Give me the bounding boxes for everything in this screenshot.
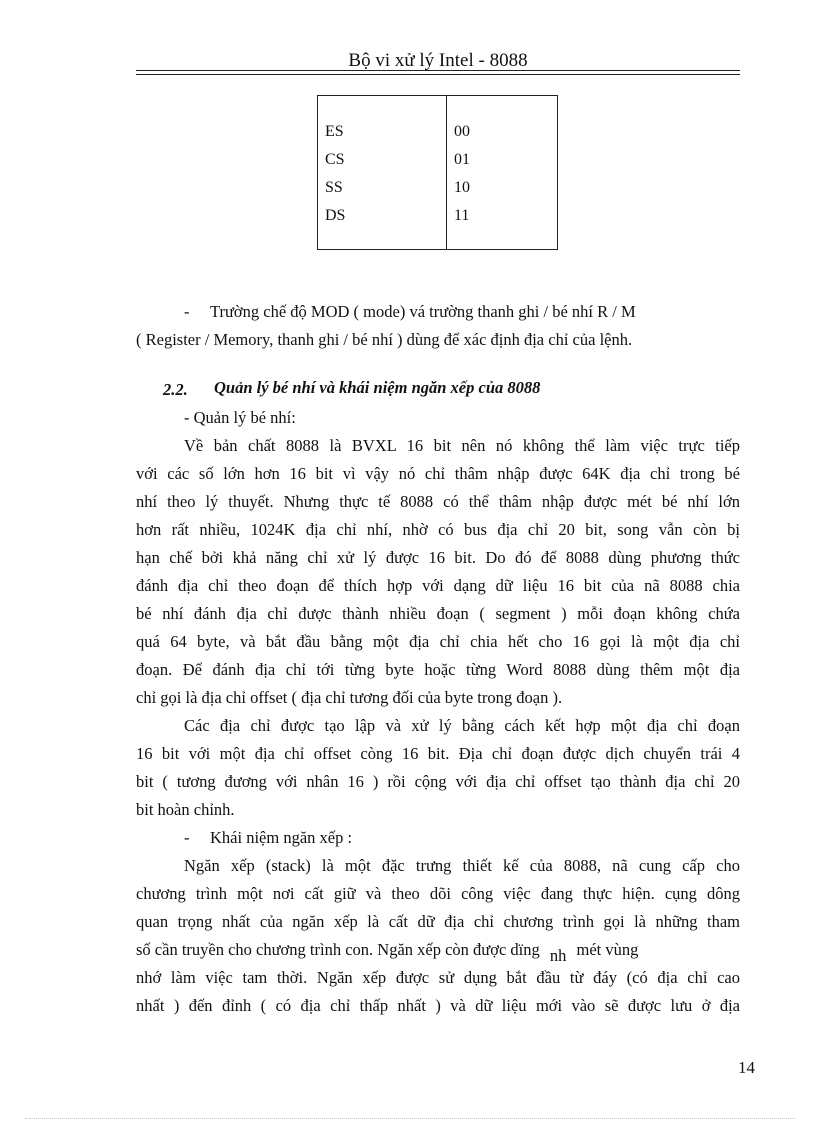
paragraph-line-with-subscript [136,936,740,964]
paragraph-line: Các địa chỉ được tạo lập và xử lý bằng cách kết hợp một địa chỉ đoạn [184,716,740,735]
paragraph-line: 16 bit với một địa chỉ offset còng 16 bit. Địa chỉ đoạn được dịch chuyển trái 4 [136,744,740,763]
register-code: 01 [454,151,470,168]
bullet-marker: - [184,828,190,847]
paragraph-line: hạn chế bởi khả năng chỉ xử lý được 16 bit. Do đó để 8088 dùng phương thức [136,548,740,567]
mod-line-1: Trường chế độ MOD ( mode) vá trường thanh ghi / bé nhí R / M [210,302,636,321]
paragraph-line: với các số lớn hơn 16 bit vì vậy nó chỉ thâm nhập được 64K địa chỉ trong bé [136,464,740,483]
line-part: số cần truyền cho chương trình con. Ngăn xếp còn được dïng [136,940,540,959]
register-name: SS [325,179,343,196]
address-paragraph [136,712,740,824]
register-column [318,96,447,250]
mod-paragraph [136,298,740,354]
segment-register-table [317,95,558,250]
stack-paragraph [136,852,740,1020]
paragraph-line: Ngăn xếp (stack) là một đặc trưng thiết kế của 8088, nã cung cấp cho [184,856,740,875]
mod-line-2: ( Register / Memory, thanh ghi / bé nhí ) dùng để xác định địa chỉ của lệnh. [136,330,633,349]
paragraph-line: nhớ làm việc tam thời. Ngăn xếp được sử dụng bắt đầu từ đáy (có địa chỉ cao [136,968,740,987]
header-rule-thin [136,74,740,75]
running-header-title: Bộ vi xử lý Intel - 8088 [348,50,528,71]
register-name: DS [325,207,346,224]
paragraph-line: quá 64 byte, và bắt đầu bằng một địa chỉ chia hết cho 16 gọi là một địa chỉ [136,632,740,651]
section-title: Quản lý bé nhí và khái niệm ngăn xếp của 8088 [214,378,541,397]
stack-subheading-row [184,824,352,852]
paragraph-line: hơn rất nhiều, 1024K địa chỉ nhí, nhờ có bus địa chỉ 20 bit, song vẫn còn bị [136,520,740,539]
bullet-marker: - [184,302,190,321]
paragraph-line: nhất ) đến đỉnh ( có địa chỉ thấp nhất ) và dữ liệu mới vào sẽ được lưu ở địa [136,996,740,1015]
header-rule-thick [136,70,740,71]
code-column [447,96,558,250]
paragraph-line: đoạn. Để đánh địa chỉ tới từng byte hoặc từng Word 8088 dùng thêm một địa [136,660,740,679]
paragraph-line: chỉ gọi là địa chỉ offset ( địa chỉ tương đối của byte trong đoạn ). [136,688,563,707]
register-name: ES [325,123,344,140]
memory-subheading: - Quản lý bé nhí: [184,408,296,427]
paragraph-line: quan trọng nhất của ngăn xếp là cất dữ địa chỉ chương trình gọi là những tham [136,912,740,931]
subscript-fragment: nh [549,946,567,965]
register-code: 10 [454,179,470,196]
register-name: CS [325,151,345,168]
paragraph-line: bit hoàn chỉnh. [136,800,235,819]
paragraph-line: đánh địa chỉ theo đoạn để thích hợp với dạng dữ liệu 16 bit của nã 8088 chia [136,576,740,595]
paragraph-line: chương trình một nơi cất giữ và theo dõi công việc đang thực hiện. cụng dông [136,884,740,903]
register-code: 11 [454,207,470,224]
paragraph-line: bé nhí đánh địa chỉ được thành nhiều đoạn ( segment ) mỗi đoạn không chứa [136,604,740,623]
paragraph-line: Về bản chất 8088 là BVXL 16 bit nên nó không thể làm việc trực tiếp [184,436,740,455]
register-code: 00 [454,123,470,140]
page-number: 14 [738,1058,755,1077]
stack-subheading: Khái niệm ngăn xếp : [210,828,353,847]
memory-paragraph [136,432,740,712]
paragraph-line: nhí theo lý thuyết. Nhưng thực tế 8088 có thể thâm nhập được mét bé nhí lớn [136,492,740,511]
line-part: mét vùng [576,940,639,959]
section-number: 2.2. [163,380,188,399]
page-bottom-divider [25,1118,795,1119]
paragraph-line: bit ( tương đương với nhân 16 ) rồi cộng với địa chỉ offset tạo thành địa chỉ 20 [136,772,740,791]
